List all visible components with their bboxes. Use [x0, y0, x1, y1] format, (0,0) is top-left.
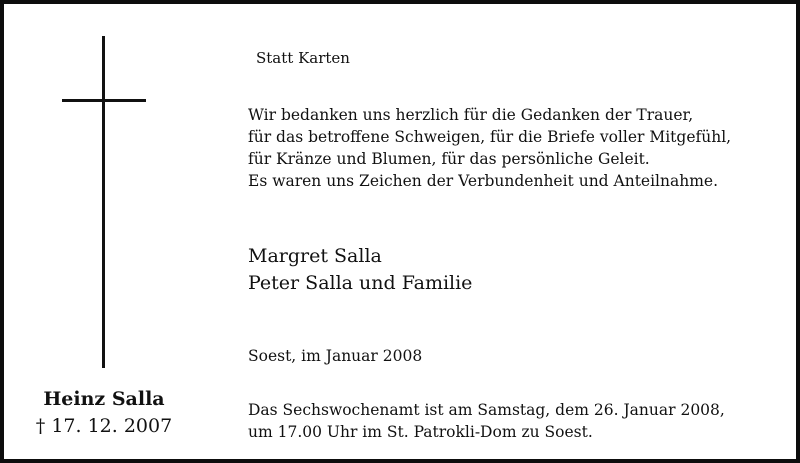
service-line: um 17.00 Uhr im St. Patrokli-Dom zu Soest. — [248, 423, 593, 441]
signatory-name: Margret Salla — [248, 245, 382, 267]
signatory-name: Peter Salla und Familie — [248, 272, 473, 294]
thanks-text — [248, 104, 731, 192]
service-line: Das Sechswochenamt ist am Samstag, dem 26. Januar 2008, — [248, 401, 725, 419]
thanks-line: für das betroffene Schweigen, für die Briefe voller Mitgefühl, — [248, 128, 732, 146]
deceased-name: Heinz Salla — [43, 388, 165, 410]
thanks-line: für Kränze und Blumen, für das persönliche Geleit. — [248, 150, 650, 168]
death-date: † 17. 12. 2007 — [35, 415, 173, 437]
place-date: Soest, im Januar 2008 — [248, 347, 423, 365]
service-notice — [248, 399, 725, 443]
cross-vertical-bar — [102, 36, 105, 368]
cross-horizontal-bar — [62, 99, 146, 102]
thanks-line: Wir bedanken uns herzlich für die Gedanken der Trauer, — [248, 106, 694, 124]
signatories — [248, 243, 472, 297]
thanks-line: Es waren uns Zeichen der Verbundenheit und Anteilnahme. — [248, 172, 719, 190]
header-note: Statt Karten — [256, 49, 350, 67]
